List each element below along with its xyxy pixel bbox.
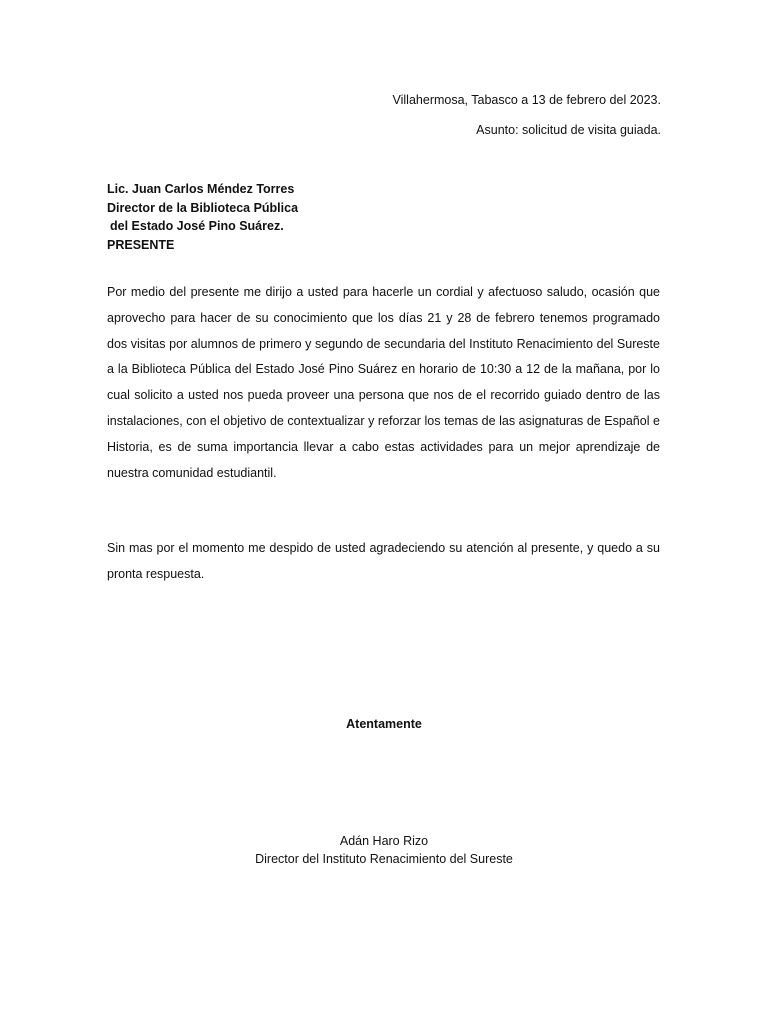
signer-name: Adán Haro Rizo [339, 834, 429, 848]
recipient-institution: del Estado José Pino Suárez. [110, 219, 284, 233]
recipient-name: Lic. Juan Carlos Méndez Torres [107, 182, 295, 196]
recipient-block [107, 180, 298, 254]
recipient-presente: PRESENTE [107, 237, 175, 252]
closing-salutation: Atentamente [346, 717, 422, 731]
place-date-line: Villahermosa, Tabasco a 13 de febrero del 2023. [392, 93, 661, 107]
subject-line: Asunto: solicitud de visita guiada. [476, 123, 661, 137]
signer-title: Director del Instituto Renacimiento del Sureste [255, 852, 513, 866]
recipient-position: Director de la Biblioteca Pública [107, 200, 299, 215]
body-paragraph-1: Por medio del presente me dirijo a usted para hacerle un cordial y afectuoso saludo, ocasión que aprovecho para hacer de su conocimiento que los días 21 y 28 de febrero tenemos programado dos visitas por alumnos de primero y segundo de secundaria del Instituto Renacimiento del Sureste a la Biblioteca Pública del Estado José Pino Suárez en horario de 10:30 a 12 de la mañana, por lo cual solicito a usted nos pueda proveer una persona que nos de el recorrido guiado dentro de las instalaciones, con el objetivo de contextualizar y reforzar los temas de las asignaturas de Español e Historia, es de suma importancia llevar a cabo estas actividades para un mejor aprendizaje de nuestra comunidad estudiantil. [107, 285, 660, 480]
body-paragraph-2: Sin mas por el momento me despido de usted agradeciendo su atención al presente, y quedo a su pronta respuesta. [107, 541, 660, 581]
